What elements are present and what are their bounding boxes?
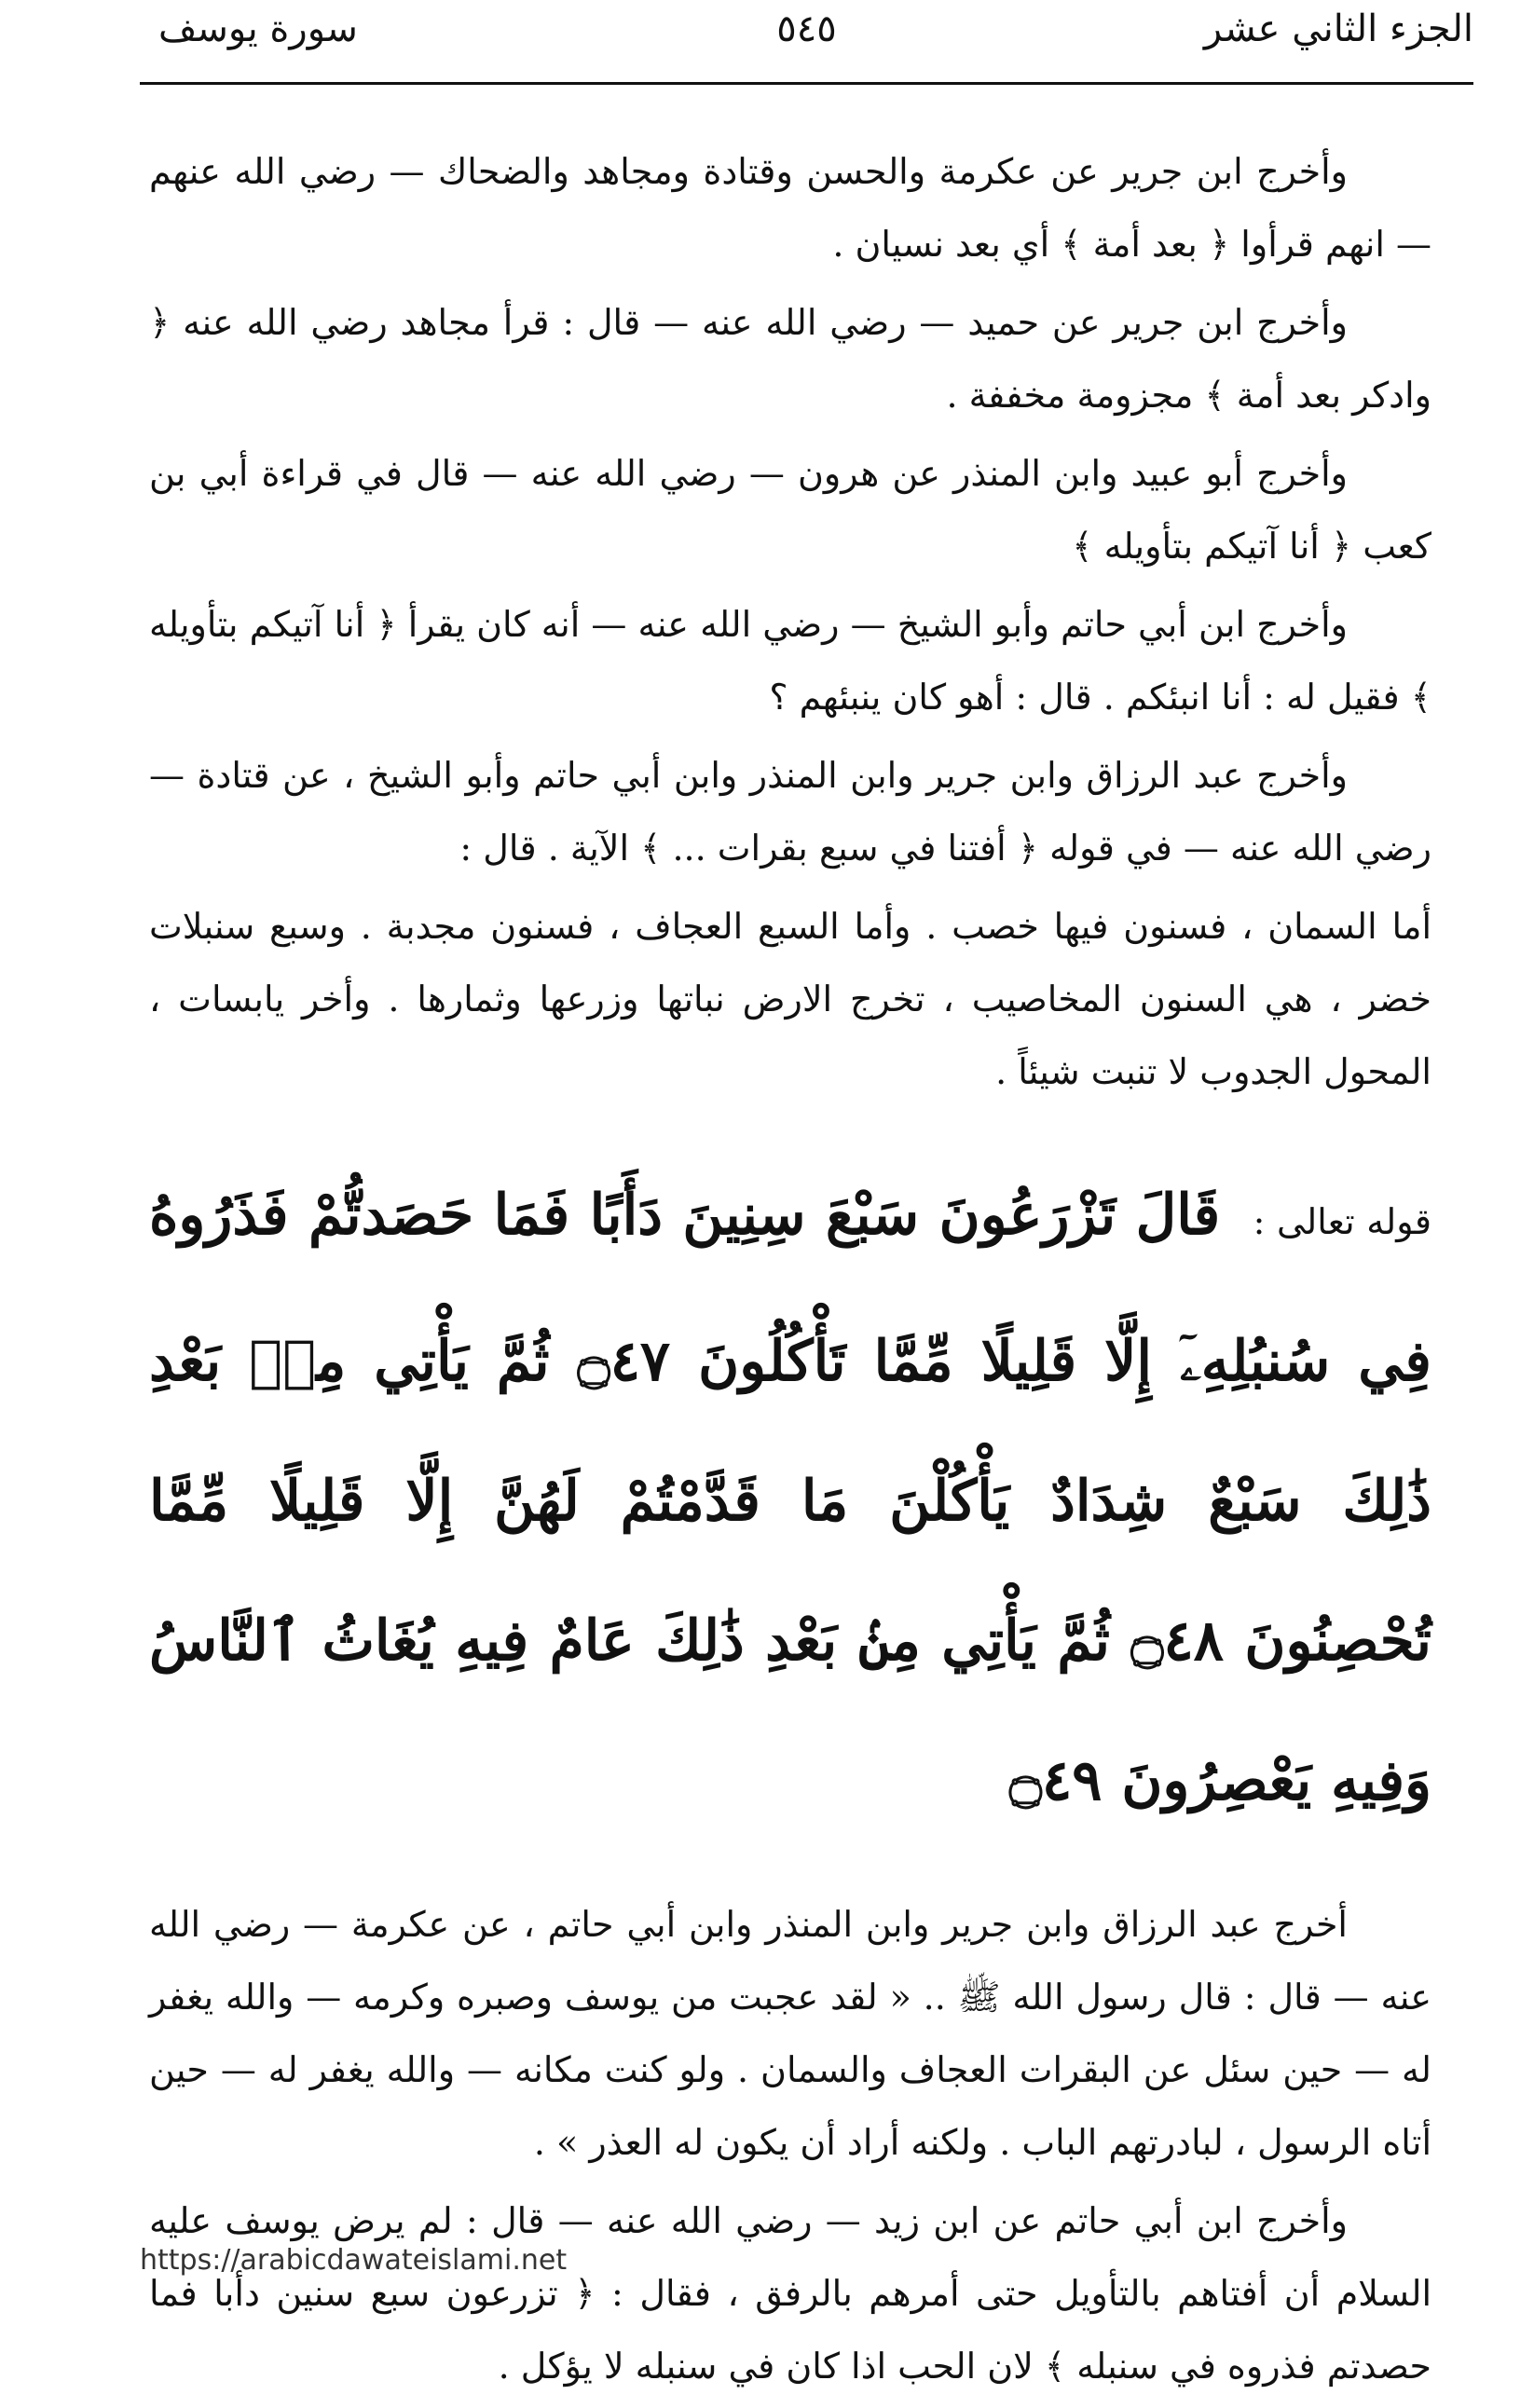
paragraph-6: أما السمان ، فسنون فيها خصب . وأما السبع العجاف ، فسنون مجدبة . وسبع سنبلات خضر ، هي السنون المخاصيب ، تخرج الارض نباتها وزرعها وثمارها . وأخر يابسات ، المحول الجدوب لا تنبت شيئاً .	[149, 906, 1432, 1092]
verse-text: قَالَ تَزْرَعُونَ سَبْعَ سِنِينَ دَأَبًا فَمَا حَصَدتُّمْ فَذَرُوهُ فِي سُنبُلِهِۦٓ إِلَّا قَلِيلًا مِّمَّا تَأْكُلُونَ ۝٤٧ ثُمَّ يَأْتِي مِنۢ بَعْدِ ذَٰلِكَ سَبْعٌ شِدَادٌ يَأْكُلْنَ مَا قَدَّمْتُمْ لَهُنَّ إِلَّا قَلِيلًا مِّمَّا تُحْصِنُونَ ۝٤٨ ثُمَّ يَأْتِي مِنۢ بَعْدِ ذَٰلِكَ عَامٌ فِيهِ يُغَاثُ ٱلنَّاسُ وَفِيهِ يَعْصِرُونَ ۝٤٩	[149, 1183, 1432, 1813]
paragraph-8: وأخرج ابن أبي حاتم عن ابن زيد — رضي الله عنه — قال : لم يرض يوسف عليه السلام أن أفتاهم بالتأويل حتى أمرهم بالرفق ، فقال : ﴿ تزرعون سبع سنين دأبا فما حصدتم فذروه في سنبله ﴾ لان الحب اذا كان في سنبله لا يؤكل .	[149, 2200, 1431, 2387]
paragraph-3: وأخرج أبو عبيد وابن المنذر عن هرون — رضي الله عنه — قال في قراءة أبي بن كعب ﴿ أنا آتيكم بتأويله ﴾	[149, 453, 1431, 567]
surah-name: سورة يوسف	[158, 7, 358, 50]
paragraph-2: وأخرج ابن جرير عن حميد — رضي الله عنه — قال : قرأ مجاهد رضي الله عنه ﴿ وادكر بعد أمة ﴾ مجزومة مخففة .	[149, 302, 1431, 416]
paragraph-7: أخرج عبد الرزاق وابن جرير وابن المنذر وابن أبي حاتم ، عن عكرمة — رضي الله عنه — قال : قال رسول الله ﷺ .. « لقد عجبت من يوسف وصبره وكرمه — والله يغفر له — حين سئل عن البقرات العجاف والسمان . ولو كنت مكانه — والله يغفر له — حين أتاه الرسول ، لبادرتهم الباب . ولكنه أراد أن يكون له العذر » .	[149, 1904, 1431, 2163]
paragraph-1: وأخرج ابن جرير عن عكرمة والحسن وقتادة ومجاهد والضحاك — رضي الله عنهم — انهم قرأوا ﴿ بعد أمة ﴾ أي بعد نسيان .	[149, 151, 1431, 265]
paragraph-4: وأخرج ابن أبي حاتم وأبو الشيخ — رضي الله عنه — أنه كان يقرأ ﴿ أنا آتيكم بتأويله ﴾ فقيل له : أنا انبئكم . قال : أهو كان ينبئهم ؟	[149, 604, 1431, 718]
header-rule	[140, 82, 1473, 85]
paragraph-5: وأخرج عبد الرزاق وابن جرير وابن المنذر وابن أبي حاتم وأبو الشيخ ، عن قتادة — رضي الله عنه — في قوله ﴿ أفتنا في سبع بقرات ... ﴾ الآية . قال :	[149, 755, 1431, 869]
footer-watermark: https://arabicdawateislami.net	[140, 2244, 568, 2277]
page-number: ٥٤٥	[776, 7, 837, 50]
verse-lead: قوله تعالى :	[1253, 1201, 1431, 1242]
quran-verse-block	[149, 1145, 1431, 1851]
page-body	[149, 135, 1431, 2408]
running-header	[140, 0, 1473, 84]
part-label: الجزء الثاني عشر	[1203, 7, 1473, 50]
